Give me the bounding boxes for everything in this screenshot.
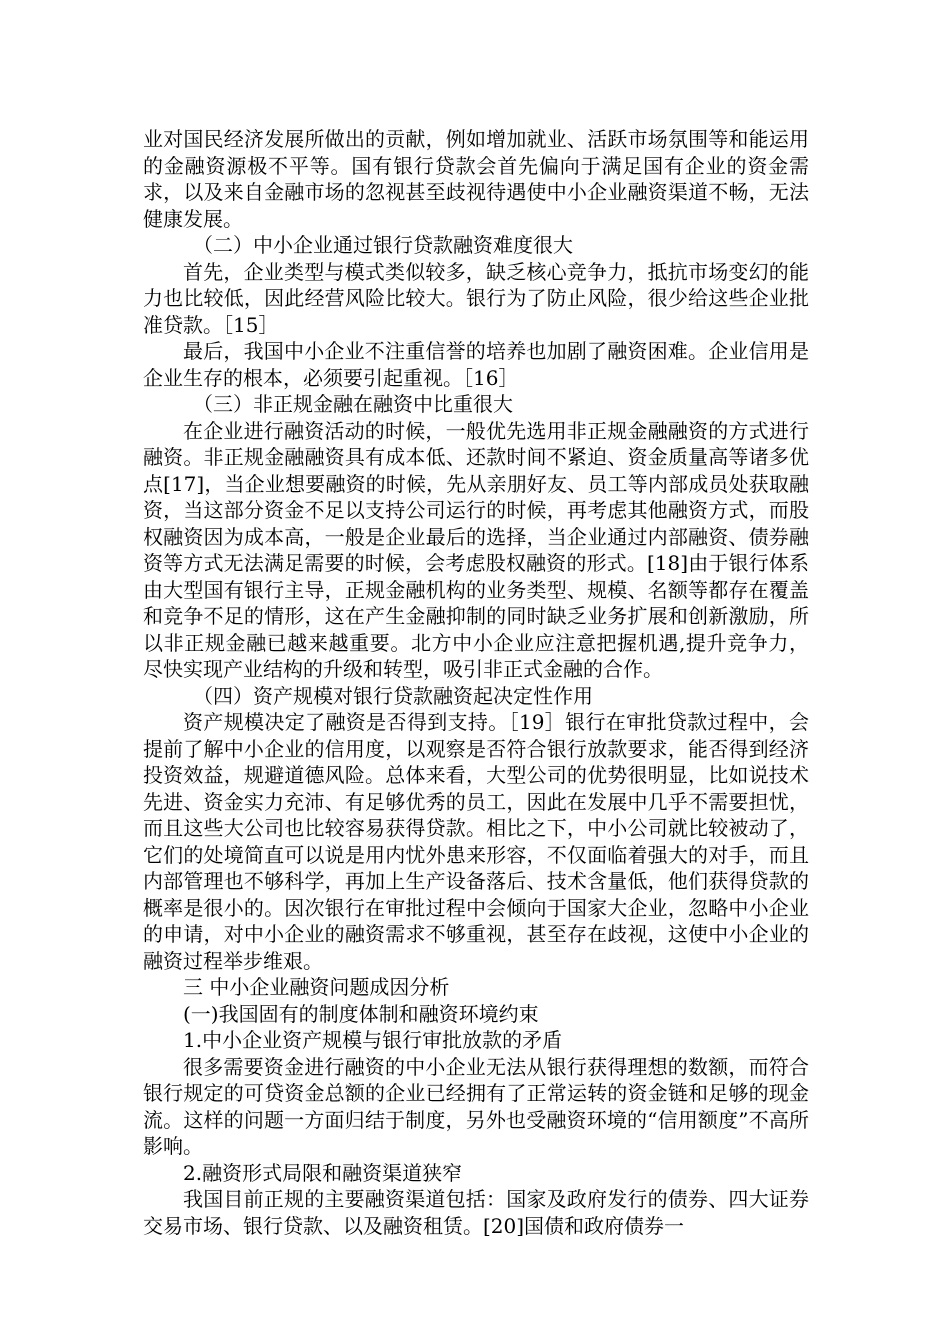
paragraph-informal-finance: 在企业进行融资活动的时候，一般优先选用非正规金融融资的方式进行融资。非正规金融融资具有成本低、还款时间不紧迫、资金质量高等诸多优点[17]，当企业想要融资的时候，先从亲朋好友、员工等内部成员处获取融资，当这部分资金不足以支持公司运行的时候，再考虑其他融资方式，而股权融资因为成本高，一般是企业最后的选择，当企业通过内部融资、债券融资等方式无法满足需要的时候，会考虑股权融资的形式。[18]由于银行体系由大型国有银行主导，正规金融机构的业务类型、规模、名额等都存在覆盖和竞争不足的情形，这在产生金融抑制的同时缺乏业务扩展和创新激励，所以非正规金融已越来越重要。北方中小企业应注意把握机遇,提升竞争力，尽快实现产业结构的升级和转型，吸引非正式金融的合作。 <box>143 418 809 681</box>
paragraph-last-reason: 最后，我国中小企业不注重信誉的培养也加剧了融资困难。企业信用是企业生存的根本，必须要引起重视。［16］ <box>143 339 809 390</box>
section-heading-4: （四）资产规模对银行贷款融资起决定性作用 <box>193 683 593 708</box>
paragraph-asset-scale: 资产规模决定了融资是否得到支持。［19］银行在审批贷款过程中，会提前了解中小企业的信用度，以观察是否符合银行放款要求，能否得到经济投资效益，规避道德风险。总体来看，大型公司的优势很明显，比如说技术先进、资金实力充沛、有足够优秀的员工，因此在发展中几乎不需要担忧，而且这些大公司也比较容易获得贷款。相比之下，中小公司就比较被动了，它们的处境简直可以说是用内忧外患来形容，不仅面临着强大的对手，而且内部管理也不够科学，再加上生产设备落后、技术含量低，他们获得贷款的概率是很小的。因次银行在审批过程中会倾向于国家大企业，忽略中小企业的申请，对中小企业的融资需求不够重视，甚至存在歧视，这使中小企业的融资过程举步维艰。 <box>143 710 809 973</box>
subsubsection-heading-1: 1.中小企业资产规模与银行审批放款的矛盾 <box>183 1028 563 1052</box>
paragraph-financing-channels: 我国目前正规的主要融资渠道包括：国家及政府发行的债券、四大证券交易市场、银行贷款、以及融资租赁。[20]国债和政府债券一 <box>143 1187 809 1238</box>
document-page <box>143 126 809 1239</box>
chapter-heading-3: 三 中小企业融资问题成因分析 <box>183 975 450 999</box>
section-heading-2: （二）中小企业通过银行贷款融资难度很大 <box>193 233 573 257</box>
subsection-heading-1: (一)我国固有的制度体制和融资环境约束 <box>183 1001 539 1026</box>
paragraph-continuation: 业对国民经济发展所做出的贡献，例如增加就业、活跃市场氛围等和能运用的金融资源极不平等。国有银行贷款会首先偏向于满足国有企业的资金需求，以及来自金融市场的忽视甚至歧视待遇使中小企业融资渠道不畅，无法健康发展。 <box>143 127 809 231</box>
subsubsection-heading-2: 2.融资形式局限和融资渠道狭窄 <box>183 1160 463 1185</box>
paragraph-credit-limit: 很多需要资金进行融资的中小企业无法从银行获得理想的数额，而符合银行规定的可贷资金总额的企业已经拥有了正常运转的资金链和足够的现金流。这样的问题一方面归结于制度，另外也受融资环境的“信用额度”不高所影响。 <box>143 1054 809 1158</box>
section-heading-3: （三）非正规金融在融资中比重很大 <box>193 392 513 416</box>
paragraph-first-reason: 首先，企业类型与模式类似较多，缺乏核心竞争力，抵抗市场变幻的能力也比较低，因此经营风险比较大。银行为了防止风险，很少给这些企业批准贷款。［15］ <box>143 259 809 337</box>
